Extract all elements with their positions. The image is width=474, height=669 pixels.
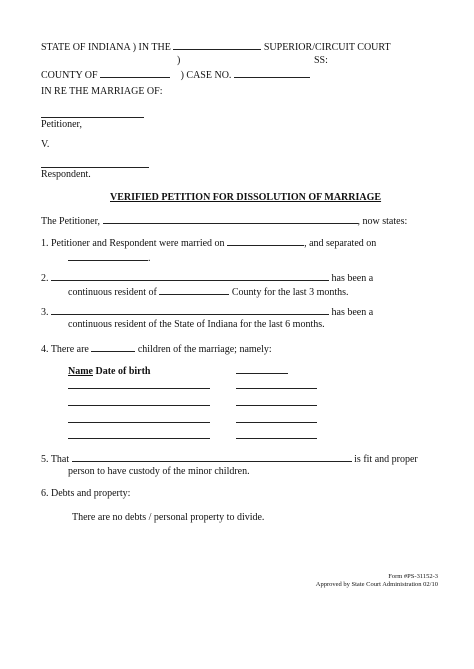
child-dob-blank-2[interactable] [236, 405, 317, 406]
caption-state-line [41, 40, 391, 54]
item3-line2: continuous resident of the State of Indiana for the last 6 months. [68, 319, 325, 330]
item1-text-a: 1. Petitioner and Respondent were married on [41, 238, 225, 249]
item2-line1 [41, 271, 373, 285]
county-blank[interactable] [100, 68, 170, 78]
item5-num: 5. That [41, 454, 70, 465]
state-prefix: STATE OF INDIANA ) IN THE [41, 42, 171, 53]
item1-text-b: , and separated on [304, 238, 377, 249]
child-name-blank-1[interactable] [68, 388, 210, 389]
item2-party-blank[interactable] [51, 271, 329, 281]
child-dob-blank-3[interactable] [236, 422, 317, 423]
child-dob-blank-4[interactable] [236, 438, 317, 439]
item3-suffix: has been a [331, 307, 374, 318]
in-re-label: IN RE THE MARRIAGE OF: [41, 86, 163, 97]
separation-date-blank[interactable] [68, 251, 148, 261]
caption-county-line [41, 68, 310, 82]
marriage-date-blank[interactable] [227, 236, 304, 246]
name-column-label: Name [68, 366, 93, 377]
item4-suffix: children of the marriage; namely: [137, 344, 272, 355]
form-number: Form #PS-31152-3 [388, 573, 438, 580]
case-no-blank[interactable] [234, 68, 310, 78]
item5-line2: person to have custody of the minor children. [68, 466, 250, 477]
item6-heading: 6. Debts and property: [41, 488, 131, 499]
county-prefix: COUNTY OF [41, 70, 98, 81]
petition-title: VERIFIED PETITION FOR DISSOLUTION OF MARRIAGE [110, 192, 382, 203]
intro-prefix: The Petitioner, [41, 216, 101, 227]
item6-text: There are no debts / personal property to divide. [72, 512, 265, 523]
item4-prefix: 4. There are [41, 344, 89, 355]
children-header [68, 366, 151, 378]
caption-ss: SS: [314, 55, 328, 66]
item3-num: 3. [41, 307, 49, 318]
case-no-label: ) CASE NO. [180, 70, 232, 81]
children-count-blank[interactable] [91, 342, 135, 352]
child-name-blank-4[interactable] [68, 438, 210, 439]
petitioner-label: Petitioner, [41, 119, 82, 130]
approval-note: Approved by State Court Administration 02/10 [315, 581, 438, 588]
custodian-blank[interactable] [72, 452, 352, 462]
item1-line2 [68, 251, 151, 265]
child-name-blank-2[interactable] [68, 405, 210, 406]
child-dob-blank-1[interactable] [236, 388, 317, 389]
petitioner-name-blank[interactable] [41, 117, 144, 118]
item2-suffix: has been a [331, 273, 374, 284]
item1-text-c: . [148, 253, 151, 264]
petitioner-intro-blank[interactable] [103, 214, 358, 224]
item1-line1 [41, 236, 376, 250]
item3-line1 [41, 305, 373, 319]
respondent-name-blank[interactable] [41, 167, 149, 168]
dob-header-blank [236, 373, 288, 374]
intro-line [41, 214, 407, 228]
child-name-blank-3[interactable] [68, 422, 210, 423]
intro-suffix: , now states: [357, 216, 408, 227]
dob-column-label: Date of birth [95, 366, 151, 377]
item2-line2-b: County for the last 3 months. [231, 287, 349, 298]
item2-line2-a: continuous resident of [68, 287, 157, 298]
item5-suffix: is fit and proper [354, 454, 418, 465]
versus-label: V. [41, 139, 50, 150]
respondent-label: Respondent. [41, 169, 91, 180]
court-label: SUPERIOR/CIRCUIT COURT [263, 42, 391, 53]
item5-line1 [41, 452, 418, 466]
item2-line2 [68, 285, 349, 299]
item3-party-blank[interactable] [51, 305, 329, 315]
item2-num: 2. [41, 273, 49, 284]
caption-paren: ) [177, 55, 181, 66]
item4-line1 [41, 342, 272, 356]
court-county-blank[interactable] [173, 40, 261, 50]
item2-county-blank[interactable] [159, 285, 229, 295]
